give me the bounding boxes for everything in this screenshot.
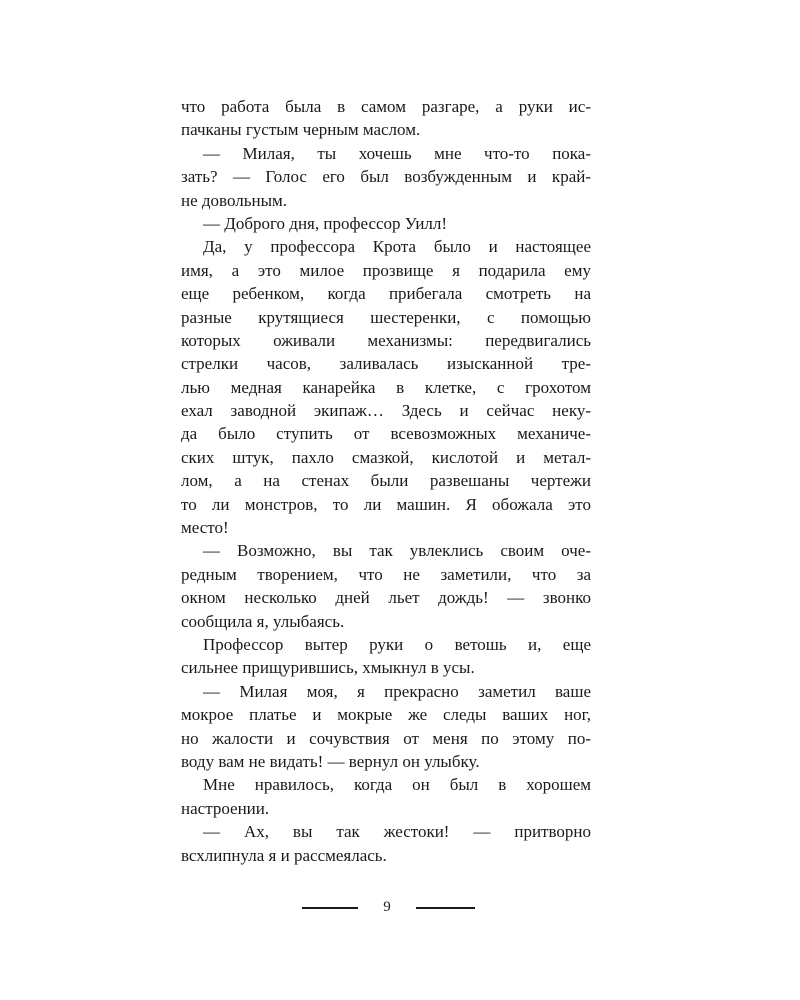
paragraph-1	[181, 95, 591, 142]
page-body	[181, 95, 591, 867]
text-line: то ли монстров, то ли машин. Я обожала это	[181, 494, 591, 514]
text-line: настроении.	[181, 798, 270, 818]
text-line: да было ступить от всевозможных механиче-	[181, 424, 591, 444]
text-line: Мне нравилось, когда он был в хорошем	[203, 775, 591, 795]
text-line: — Возможно, вы так увлеклись своим оче-	[203, 541, 591, 561]
text-line: лом, а на стенах были развешаны чертежи	[181, 471, 591, 491]
text-line: стрелки часов, заливалась изысканной тре-	[181, 354, 591, 374]
text-line: сообщила я, улыбаясь.	[181, 611, 345, 631]
text-line: зать? — Голос его был возбужденным и край-	[181, 167, 591, 187]
text-line: — Ах, вы так жестоки! — притворно	[203, 822, 591, 842]
footer-rule-left	[302, 907, 358, 909]
text-line: Да, у профессора Крота было и настоящее	[203, 237, 591, 257]
text-line: лью медная канарейка в клетке, с грохотом	[181, 377, 591, 397]
paragraph-2	[181, 142, 591, 212]
text-line: ских штук, пахло смазкой, кислотой и метал-	[181, 447, 591, 467]
text-line: ехал заводной экипаж… Здесь и сейчас неку-	[181, 401, 591, 421]
text-line: сильнее прищурившись, хмыкнул в усы.	[181, 658, 475, 678]
text-line: имя, а это милое прозвище я подарила ему	[181, 260, 591, 280]
paragraph-3	[181, 212, 591, 235]
text-line: всхлипнула я и рассмеялась.	[181, 845, 387, 865]
paragraph-6	[181, 633, 591, 680]
text-line: окном несколько дней льет дождь! — звонко	[181, 588, 591, 608]
text-line: еще ребенком, когда прибегала смотреть на	[181, 284, 591, 304]
footer-rule-right	[416, 907, 475, 909]
text-line: Профессор вытер руки о ветошь и, еще	[203, 634, 591, 654]
text-line: пачканы густым черным маслом.	[181, 120, 421, 140]
text-line: редным творением, что не заметили, что за	[181, 564, 591, 584]
paragraph-4	[181, 235, 591, 539]
page-number: 9	[383, 899, 391, 915]
paragraph-7	[181, 680, 591, 774]
text-line: что работа была в самом разгаре, а руки ис-	[181, 97, 591, 116]
paragraph-5	[181, 539, 591, 633]
text-line: разные крутящиеся шестеренки, с помощью	[181, 307, 591, 327]
text-line: которых оживали механизмы: передвигались	[181, 330, 591, 350]
text-line: но жалости и сочувствия от меня по этому по-	[181, 728, 591, 748]
paragraph-8	[181, 773, 591, 820]
page-footer	[0, 895, 800, 919]
text-line: мокрое платье и мокрые же следы ваших ног,	[181, 705, 591, 725]
text-line: воду вам не видать! — вернул он улыбку.	[181, 751, 480, 771]
paragraph-9	[181, 820, 591, 867]
text-line: — Доброго дня, профессор Уилл!	[203, 213, 448, 233]
text-line: — Милая, ты хочешь мне что-то пока-	[203, 143, 591, 163]
text-line: — Милая моя, я прекрасно заметил ваше	[203, 681, 591, 701]
text-line: место!	[181, 518, 229, 538]
text-line: не довольным.	[181, 190, 287, 210]
